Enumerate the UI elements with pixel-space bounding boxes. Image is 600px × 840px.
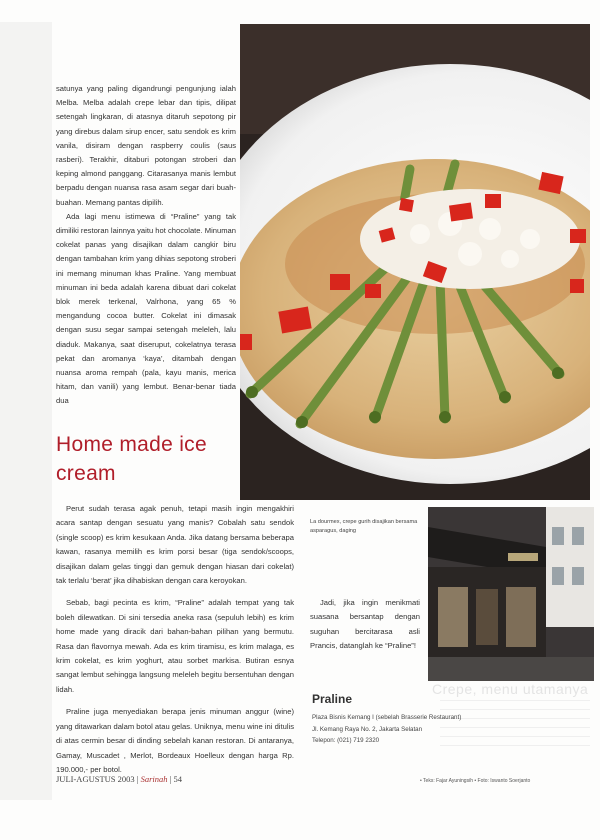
page-number: 54 <box>173 774 182 784</box>
paragraph-closing: Jadi, jika ingin menikmati suasana bersantap dengan suguhan bercitarasa asli Prancis, datanglah ke “Praline”! <box>310 598 420 651</box>
paragraph-hot-chocolate: Ada lagi menu istimewa di “Praline” yang tak dimiliki restoran lainnya yaitu hot chocolate. Minuman cokelat panas yang disajikan dalam cangkir biru dengan tambahan krim yang dihias sepotong stroberi ini memang minuman khas Praline. Yang membuat minuman ini beda adalah karena dibuat dari cokelat blok merek terkenal, Valrhona, yang 65 % mengandung cocoa butter. Cokelat ini dimasak dengan susu segar sampai setengah meleleh, lalu diaduk. Makanya, saat diseruput, cokelatnya terasa pekat dan aromanya ‘kaya’, ditambah dengan nuansa aroma rempah (pala, kayu manis, merica hitam, dan vanili) yang lembut. Benar-benar tiada dua <box>56 211 236 406</box>
crepe-plate-illustration <box>240 24 590 500</box>
paragraph-melba: satunya yang paling digandrungi pengunjung ialah Melba. Melba adalah crepe lebar dan tipis, dilipat setengah lingkaran, di atasnya ditaruh sepotong pir yang direbus dalam sirup encer, satu sendok es krim vanila, disiram dengan raspberry coulis (saus rasberi). Terakhir, ditaburi potongan stroberi dan keping almond panggang. Citarasanya manis lembut berpadu dengan nuansa rasa asam segar dari buah-buahan. Memang pantas dipilih. <box>56 84 236 207</box>
paragraph-wine: Praline juga menyediakan berapa jenis minuman anggur (wine) yang ditawarkan dalam botol atau gelas. Uniknya, menu wine ini ditulis di atas cermin besar di dinding sebelah kanan restoran. Di antaranya, Gamay, Muscadet , Merlot, Bordeaux Hoelleux dengan harga Rp. 190.000,- per botol. <box>56 707 294 774</box>
closing-column <box>310 596 420 654</box>
show-through-heading: Crepe, menu utamanya <box>432 681 589 697</box>
restaurant-info <box>312 712 482 747</box>
photo-text-credits: • Teks: Fajar Ayuningsih • Foto: Iswanto Soerjanto <box>420 778 531 784</box>
restaurant-facade-illustration <box>428 507 594 681</box>
issue-date: JULI-AGUSTUS 2003 <box>56 774 135 784</box>
address-line-1: Plaza Bisnis Kemang I (sebelah Brasserie Restaurant) <box>312 714 462 721</box>
section-heading: Home made ice cream <box>56 433 207 485</box>
address-line-2: Jl. Kemang Raya No. 2, Jakarta Selatan <box>312 725 423 733</box>
paragraph-ice-cream-intro: Perut sudah terasa agak penuh, tetapi masih ingin mengakhiri acara santap dengan sesuatu yang manis? Cobalah satu sendok (single scoop) es krim kesukaan Anda. Jika datang bersama beberapa kawan, rasanya memilih es krim porsi besar (tiga sendok/scoops, disajikan dalam gelas tinggi dan gemuk dengan hiasan dari cokelat) tak terlalu ‘berat’ jika dihabiskan dengan cara keroyokan. <box>56 504 294 586</box>
article-column-lower <box>56 502 294 785</box>
magazine-logo: Sarinah <box>140 774 168 784</box>
photo-caption: La dourmex, crepe gurih disajikan bersama asparagus, daging <box>310 519 418 534</box>
paragraph-ice-cream-flavors: Sebab, bagi pecinta es krim, “Praline” adalah tempat yang tak boleh dilewatkan. Di sini tersedia aneka rasa (sepuluh lebih) es krim home made yang diracik dari bahan-bahan pilihan yang bermutu. Rasa dan flavornya mewah. Ada es krim tiramisu, es krim malaga, es krim cokelat, es krim yoghurt, atau sorbet markisa. Butiran esnya sangat lembut sehingga langsung meleleh begitu bersentuhan dengan lidah. <box>56 598 294 694</box>
article-column-top <box>56 82 236 409</box>
restaurant-facade-photo <box>428 507 594 681</box>
left-margin-strip <box>0 22 52 800</box>
crepe-photo <box>240 24 590 500</box>
page-footer: JULI-AGUSTUS 2003 | Sarinah | 54 <box>56 774 182 784</box>
restaurant-name: Praline <box>312 692 353 706</box>
phone-number: Telepon: (021) 719 2320 <box>312 737 380 744</box>
